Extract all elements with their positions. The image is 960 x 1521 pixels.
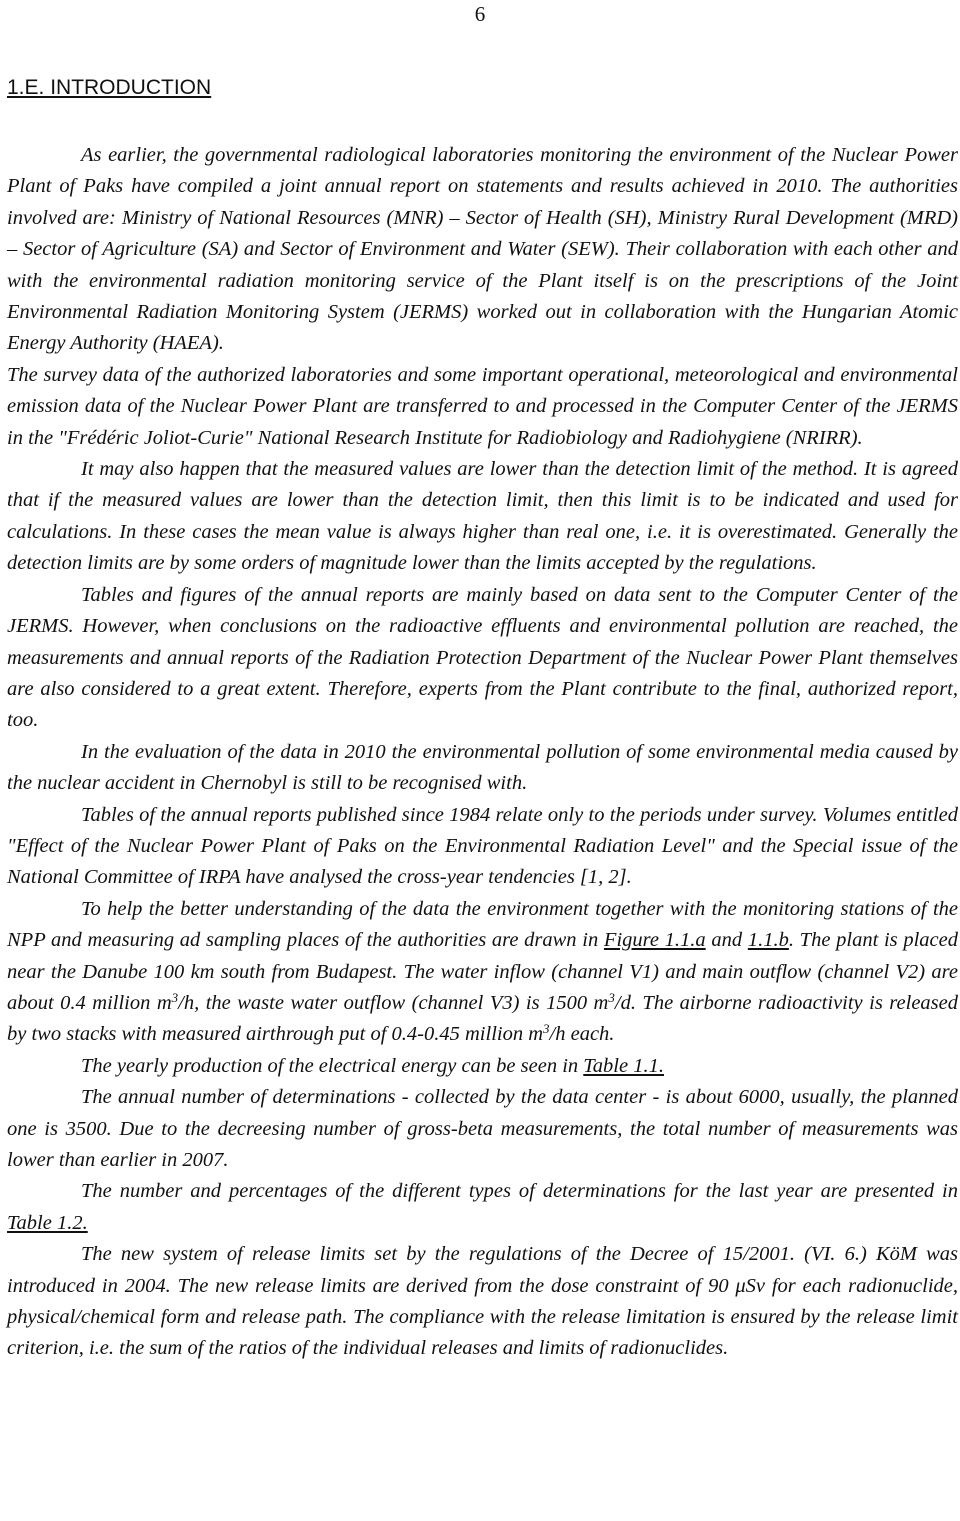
paragraph-authorities: As earlier, the governmental radiological laboratories monitoring the environment of the Nuclear Power Plant of Paks have compiled a joint annual report on statements and results achieved in 2010. The authorities involved are: Ministry of National Resources (MNR) – Sector of Health (SH), Ministry Rural Development (MRD) – Sector of Agriculture (SA) and Sector of Environment and Water (SEW). Their collaboration with each other and with the environmental radiation monitoring service of the Plant itself is on the prescriptions of the Joint Environmental Radiation Monitoring System (JERMS) worked out in collaboration with the Hungarian Atomic Energy Authority (HAEA). [7,144,958,355]
paragraph-plant-description [7,894,958,1051]
paragraph-chernobyl: In the evaluation of the data in 2010 the environmental pollution of some environmental media caused by the nuclear accident in Chernobyl is still to be recognised with. [7,740,958,795]
superscript: 3 [608,989,615,1005]
figure-1-1-b-link[interactable]: 1.1.b [747,929,789,952]
text-segment: /h, the waste water outflow (channel V3) is 1500 m [178,991,609,1014]
paragraph-annual-reports: Tables of the annual reports published since 1984 relate only to the periods under survey. Volumes entitled "Effect of the Nuclear Power Plant of Paks on the Environmental Radiation Level" and the Special issue of the National Committee of IRPA have analysed the cross-year tendencies [1, 2]. [7,803,958,889]
table-1-1-link[interactable]: Table 1.1. [583,1054,664,1077]
text-segment: The number and percentages of the different types of determinations for the last year are presented in [81,1180,958,1203]
paragraph-survey-data: The survey data of the authorized laboratories and some important operational, meteorological and environmental emission data of the Nuclear Power Plant are transferred to and processed in the Computer Center of the JERMS in the "Frédéric Joliot-Curie" National Research Institute for Radiobiology and Radiohygiene (NRIRR). [7,363,958,449]
text-segment: /d. The airborne radioactivity is released by two stacks with measured airthrough put of 0.4-0.45 million m [7,991,958,1046]
text-segment: The yearly production of the electrical energy can be seen in [81,1054,584,1077]
paragraph-percentages [7,1176,958,1239]
paragraph-detection-limit: It may also happen that the measured values are lower than the detection limit of the method. It is agreed that if the measured values are lower than the detection limit, then this limit is to be indicated and used for calculations. In these cases the mean value is always higher than real one, i.e. it is overestimated. Generally the detection limits are by some orders of magnitude lower than the limits accepted by the regulations. [7,458,958,575]
table-1-2-link[interactable]: Table 1.2. [7,1211,88,1234]
text-segment: and [705,929,748,952]
text-segment: /h each. [549,1023,615,1046]
paragraph-energy-production [7,1051,958,1082]
superscript: 3 [543,1021,550,1037]
paragraph-release-limits: The new system of release limits set by the regulations of the Decree of 15/2001. (VI. 6.) KöM was introduced in 2004. The new release limits are derived from the dose constraint of 90 μSv for each radionuclide, physical/chemical form and release path. The compliance with the release limitation is ensured by the release limit criterion, i.e. the sum of the ratios of the individual releases and limits of radionuclides. [7,1243,958,1360]
text-segment: . The plant is placed near the Danube 100 km south from Budapest. The water inflow (channel V1) and main outflow (channel V2) are about 0.4 million m [7,929,959,1014]
paragraph-tables-figures: Tables and figures of the annual reports are mainly based on data sent to the Computer Center of the JERMS. However, when conclusions on the radioactive effluents and environmental pollution are reached, the measurements and annual reports of the Radiation Protection Department of the Nuclear Power Plant themselves are also considered to a great extent. Therefore, experts from the Plant contribute to the final, authorized report, too. [7,583,958,732]
text-segment: To help the better understanding of the data the environment together with the monitoring stations of the NPP and measuring ad sampling places of the authorities are drawn in [7,897,958,952]
figure-1-1-a-link[interactable]: Figure 1.1.a [603,929,706,952]
body-text [7,140,958,1365]
superscript: 3 [171,989,179,1005]
paragraph-determinations: The annual number of determinations - collected by the data center - is about 6000, usually, the planned one is 3500. Due to the decreesing number of gross-beta measurements, the total number of measurements was lower than earlier in 2007. [7,1086,958,1171]
section-heading: 1.E. INTRODUCTION [7,76,212,99]
page-number: 6 [474,2,486,26]
